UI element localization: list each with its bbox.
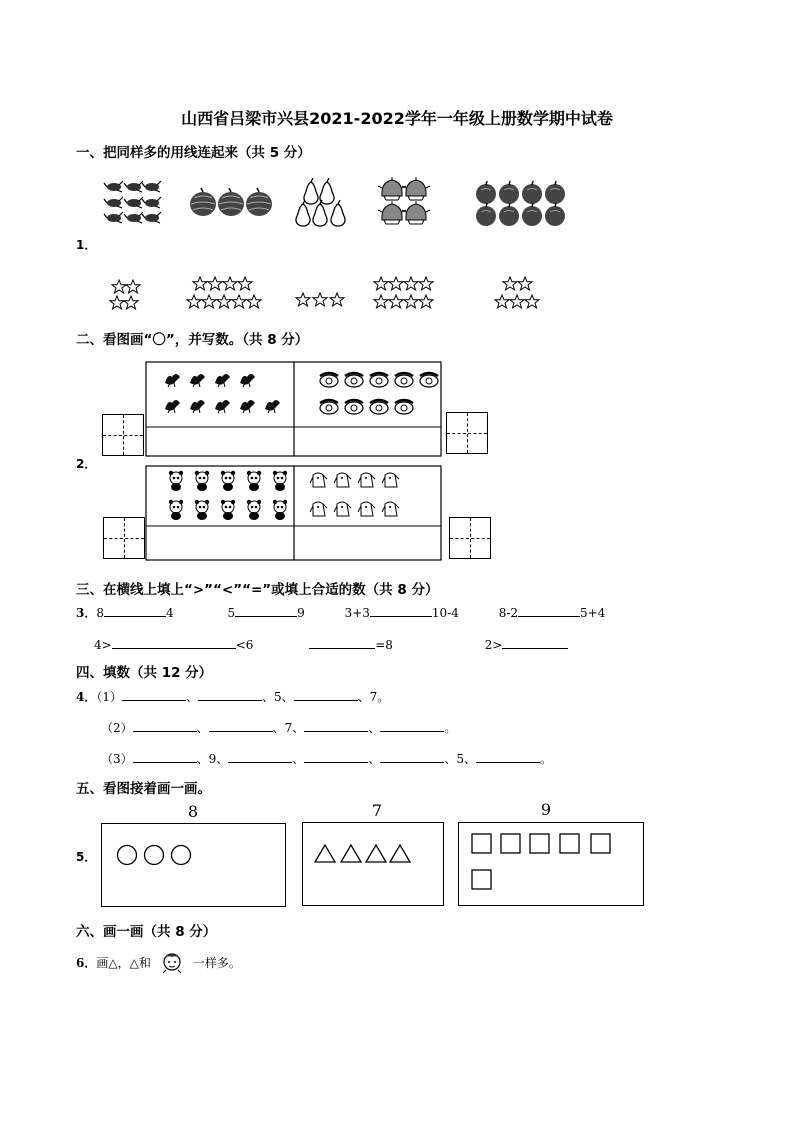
pear-group [296, 178, 345, 226]
target-count-circles: 8 [187, 802, 199, 821]
target-count-squares: 9 [540, 800, 552, 819]
fill-blank[interactable] [309, 636, 375, 649]
compare-blank[interactable] [235, 604, 297, 617]
compare-blank[interactable] [104, 604, 166, 617]
apple-group [476, 181, 565, 226]
fill-blank[interactable] [112, 636, 236, 649]
star-group-3 [296, 293, 344, 306]
grasshopper-group [104, 181, 161, 223]
draw-box-triangles[interactable] [302, 822, 444, 906]
fill-blank[interactable] [476, 750, 540, 763]
star-group-5 [110, 280, 140, 309]
draw-box-squares[interactable] [458, 822, 644, 906]
child-face-icon [157, 950, 187, 974]
fill-blank[interactable] [380, 719, 444, 732]
write-box-dogs[interactable] [449, 517, 491, 559]
matching-pictures [100, 172, 580, 320]
question-6-line: 6． 画△，△和 一样多。 [76, 950, 241, 974]
section-6-heading: 六、画一画（共 8 分） [76, 924, 217, 940]
fill-blank[interactable] [294, 688, 358, 701]
question-3-row-2: 4> <6 =8 2> [94, 636, 568, 652]
question-1-number: 1． [76, 238, 97, 252]
section-4-heading: 四、填数（共 12 分） [76, 665, 213, 681]
question-2-number: 2． [76, 457, 97, 471]
compare-blank[interactable] [370, 604, 432, 617]
write-box-phones[interactable] [446, 412, 488, 454]
question-4-row-1: 4．（1） 、 、5、 、7。 [76, 690, 390, 704]
section-5-heading: 五、看图接着画一画。 [76, 781, 211, 797]
question-4-row-2: （2） 、 、7、 、 。 [101, 721, 457, 735]
count-and-write-figure [100, 360, 492, 562]
section-3-heading: 三、在横线上填上“>”“<”“=”或填上合适的数（共 8 分） [76, 582, 439, 598]
section-2-heading: 二、看图画“〇”，并写数。（共 8 分） [76, 332, 309, 348]
star-group-4 [495, 277, 539, 308]
page-title: 山西省吕梁市兴县2021-2022学年一年级上册数学期中试卷 [181, 109, 613, 128]
fill-blank[interactable] [502, 636, 568, 649]
star-group-9 [187, 277, 261, 308]
fill-blank[interactable] [228, 750, 292, 763]
star-group-8 [374, 277, 433, 308]
fill-blank[interactable] [198, 688, 262, 701]
watermelon-group [190, 188, 272, 216]
fill-blank[interactable] [209, 719, 273, 732]
target-count-triangles: 7 [371, 801, 383, 820]
triangle-shapes [313, 843, 423, 869]
question-3-row-1: 3．8 4 5 9 3+3 10-4 8-2 5+4 [76, 606, 606, 620]
draw-box-circles[interactable] [101, 823, 286, 907]
question-4-row-3: （3） 、9、 、 、 、5、 。 [101, 752, 552, 766]
circle-shapes [114, 842, 214, 872]
section-1-heading: 一、把同样多的用线连起来（共 5 分） [76, 145, 311, 161]
question-3-number: 3． [76, 606, 97, 620]
write-box-pandas[interactable] [103, 517, 145, 559]
fill-blank[interactable] [380, 750, 444, 763]
fill-blank[interactable] [133, 750, 197, 763]
compare-blank[interactable] [518, 604, 580, 617]
question-5-number: 5． [76, 850, 97, 864]
fill-blank[interactable] [122, 688, 186, 701]
fill-blank[interactable] [304, 750, 368, 763]
square-shapes [471, 833, 631, 903]
fill-blank[interactable] [133, 719, 197, 732]
write-box-birds[interactable] [102, 414, 144, 456]
fill-blank[interactable] [304, 719, 368, 732]
chestnut-group [378, 177, 430, 224]
